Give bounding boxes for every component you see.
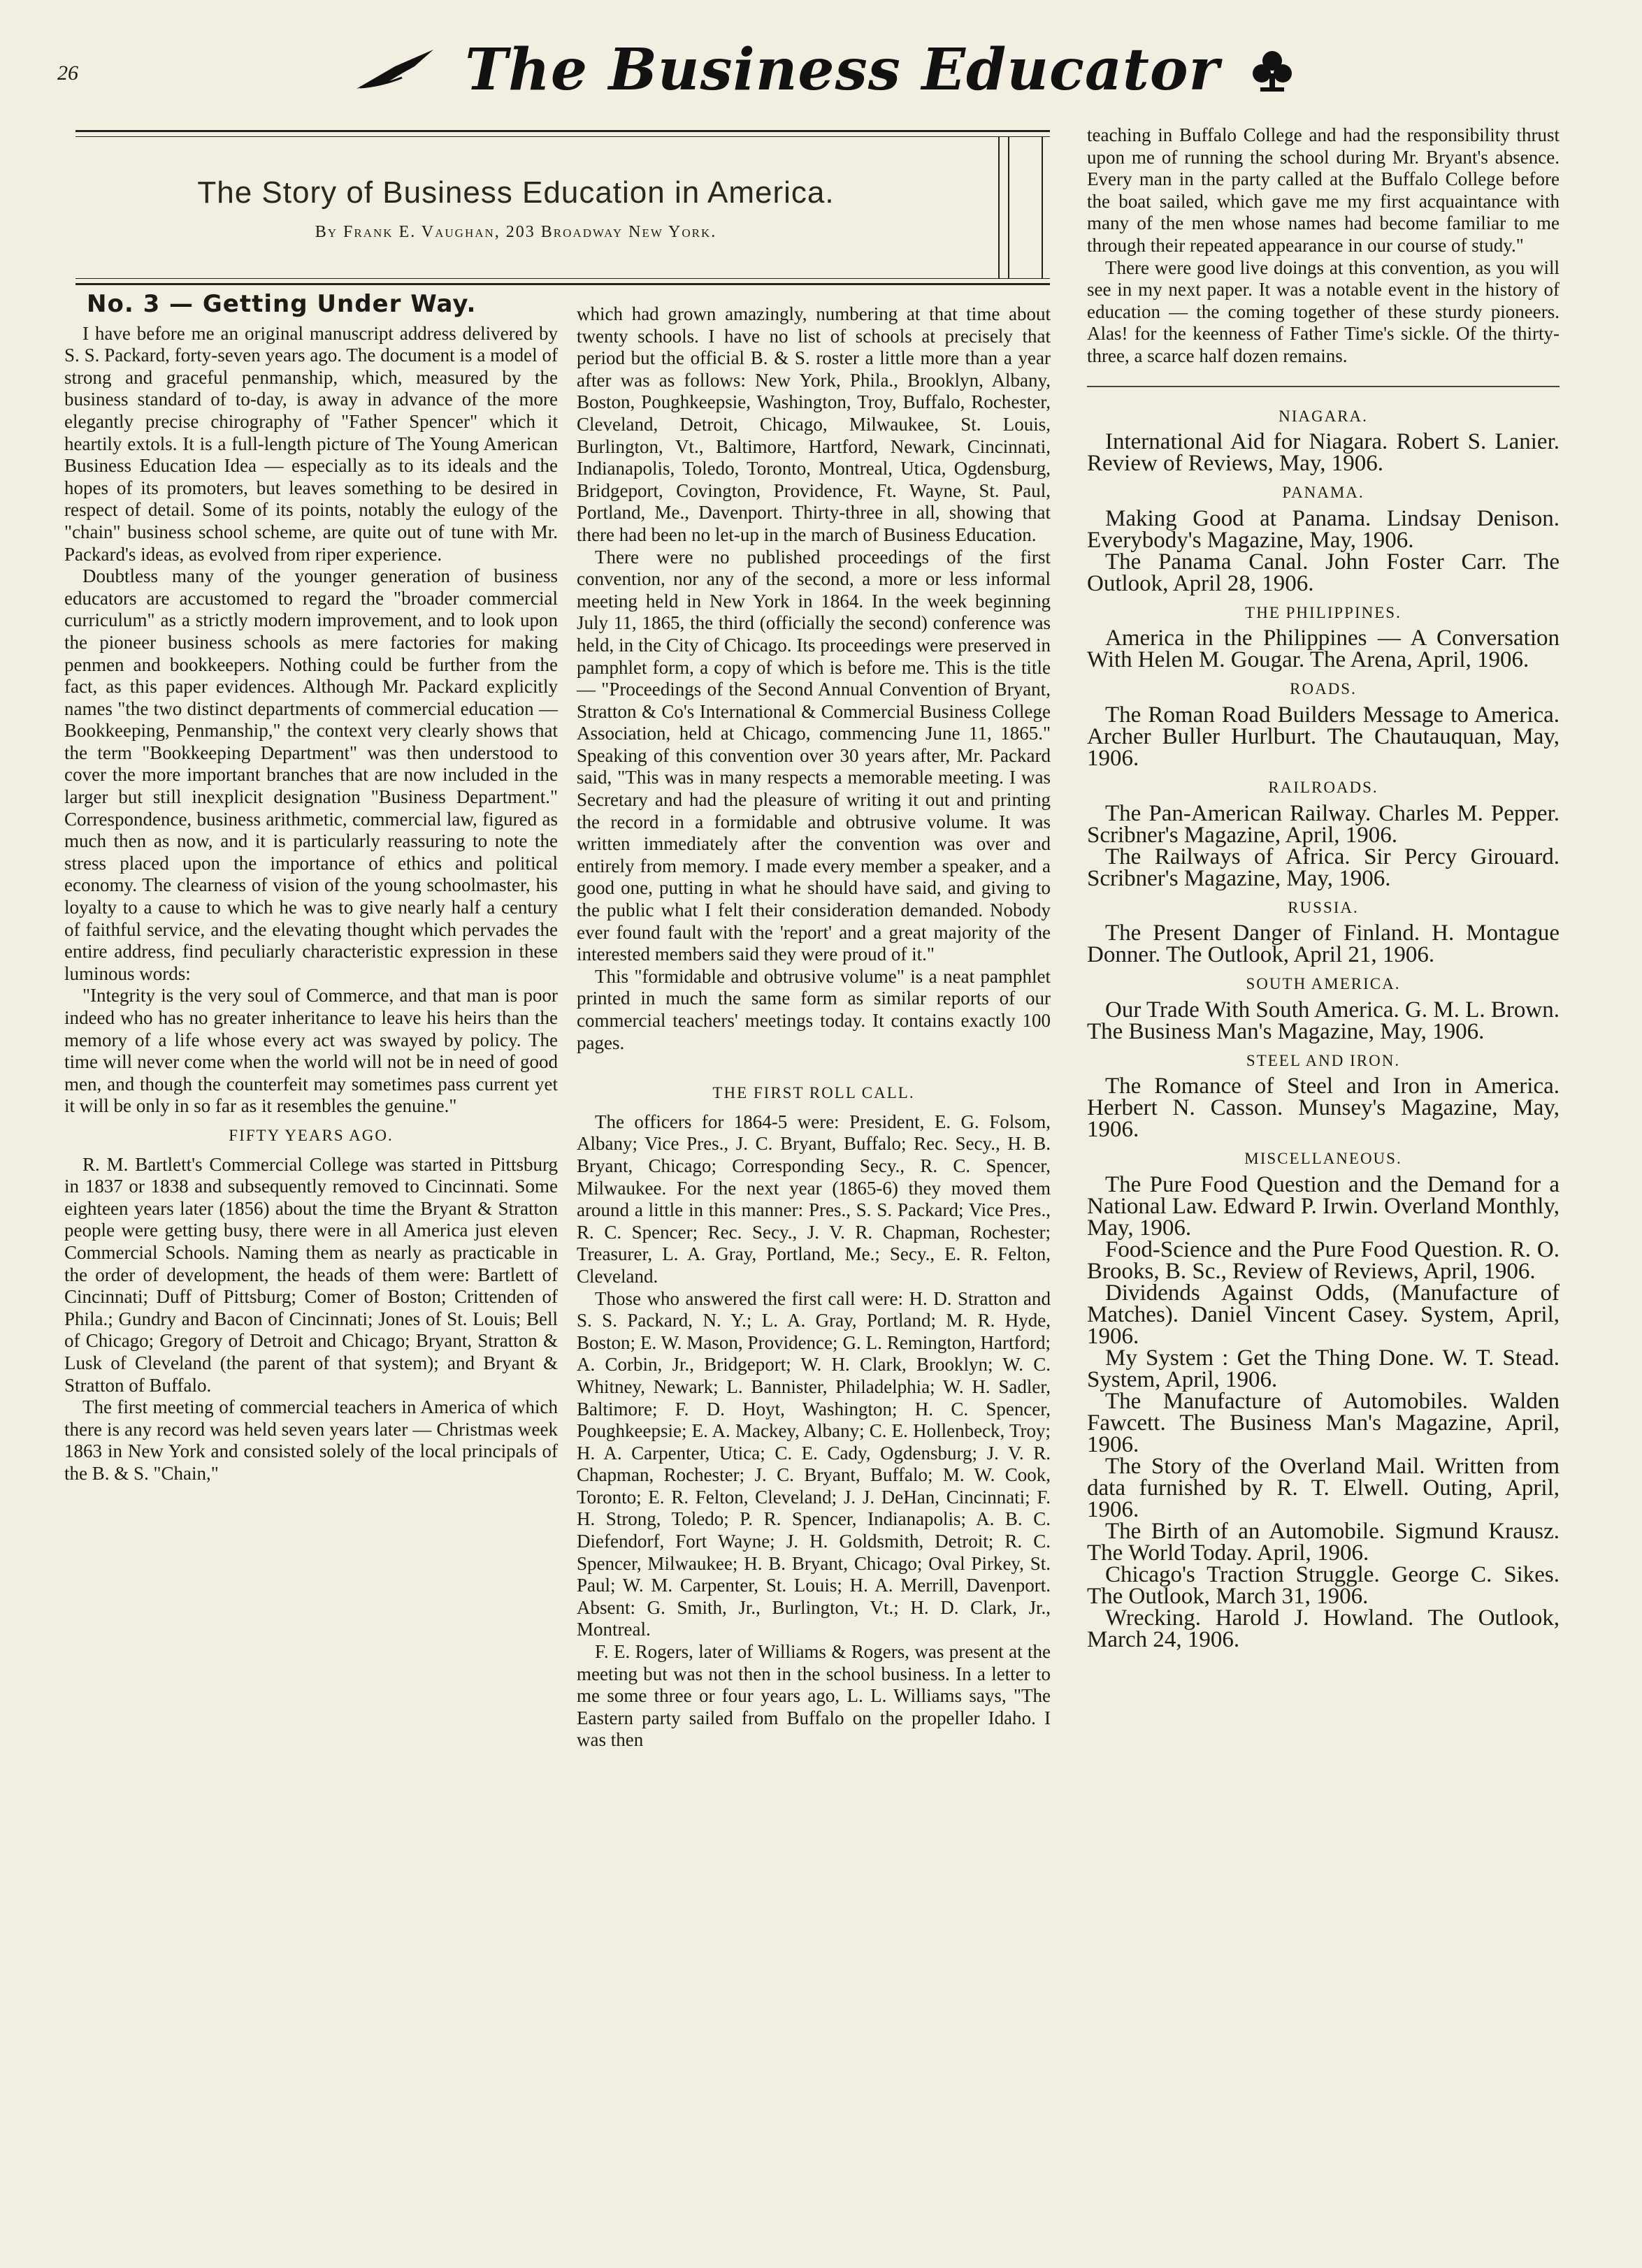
reading-list-item: The Story of the Overland Mail. Written from data furnished by R. T. Elwell. Outing, April, 1906. xyxy=(1087,1453,1560,1522)
reading-list-item: The Romance of Steel and Iron in America. Herbert N. Casson. Munsey's Magazine, May, 1906. xyxy=(1087,1074,1560,1143)
reading-list-item: The Birth of an Automobile. Sigmund Krausz. The World Today. April, 1906. xyxy=(1087,1518,1560,1566)
reading-list-item: The Present Danger of Finland. H. Montague Donner. The Outlook, April 21, 1906. xyxy=(1087,920,1560,968)
paragraph: I have before me an original manuscript address delivered by S. S. Packard, forty-seven years ago. The document is a model of strong and graceful penmanship, which, measured by the business standard of to-day, is away in advance of the more elegantly precise chirography of "Father Spencer" which it heartily extols. It is a full-length picture of The Young American Business Education Idea — especially as to its ideals and the hopes of its promoters, but leaves something to be desired in respect of detail. Some of its points, notably the eulogy of the "chain" business school scheme, are quite out of tune with Mr. Packard's ideas, as evolved from riper experience. xyxy=(64,322,558,565)
reading-list-heading: PANAMA. xyxy=(1282,484,1364,502)
paragraph: There were no published proceedings of the first convention, nor any of the second, a more or less informal meeting held in New York in 1864. In the week beginning July 11, 1865, the third (officially the second) conference was held, in the City of Chicago. Its proceedings were preserved in pamphlet form, a copy of which is before me. This is the title — "Proceedings of the Second Annual Convention of Bryant, Stratton & Co's International & Commercial Business College Association, held at Chicago, commencing June 11, 1865." Speaking of this convention over 30 years after, Mr. Packard said, "This was in many respects a memorable meeting. I was Secretary and had the pleasure of writing it out and printing the record in a formidable and obtrusive volume. It was written immediately after the convention was over and entirely from memory. I made every member a speaker, and a good one, putting in what he should have said, and giving to the public what I felt their consideration demanded. Nobody ever found fault with the 'report' and a great majority of the interested members said they were proud of it." xyxy=(577,546,1051,965)
reading-list-heading: SOUTH AMERICA. xyxy=(1246,975,1401,993)
reading-list-item: The Roman Road Builders Message to America. Archer Buller Hurlburt. The Chautauquan, May, 1906. xyxy=(1087,702,1560,771)
reading-list-item: The Railways of Africa. Sir Percy Girouard. Scribner's Magazine, May, 1906. xyxy=(1087,844,1560,891)
reading-list-heading: RAILROADS. xyxy=(1268,778,1378,796)
reading-list-heading: ROADS. xyxy=(1290,680,1357,698)
reading-list-item: Our Trade With South America. G. M. L. Brown. The Business Man's Magazine, May, 1906. xyxy=(1087,997,1560,1044)
reading-list-item: America in the Philippines — A Conversation With Helen M. Gougar. The Arena, April, 1906. xyxy=(1087,626,1560,673)
paragraph: This "formidable and obtrusive volume" is a neat pamphlet printed in much the same form as similar reports of our commercial teachers' meetings today. It contains exactly 100 pages. xyxy=(577,965,1051,1053)
reading-list-heading: MISCELLANEOUS. xyxy=(1244,1150,1402,1168)
reading-list-item: Food-Science and the Pure Food Question. R. O. Brooks, B. Sc., Review of Reviews, April, 1906. xyxy=(1087,1236,1560,1284)
chapter-heading: No. 3 — Getting Under Way. xyxy=(87,290,477,318)
reading-list-item: The Pan-American Railway. Charles M. Pepper. Scribner's Magazine, April, 1906. xyxy=(1087,800,1560,848)
paragraph: which had grown amazingly, numbering at that time about twenty schools. I have no list of schools at precisely that period but the official B. & S. roster a little more than a year after was as follows: New York, Phila., Brooklyn, Albany, Boston, Poughkeepsie, Washington, Troy, Buffalo, Rochester, Cleveland, Detroit, Chicago, Milwaukee, St. Louis, Burlington, Vt., Baltimore, Hartford, Newark, Cincinnati, Indianapolis, Toledo, Toronto, Montreal, Utica, Ogdensburg, Bridgeport, Covington, Providence, Ft. Wayne, St. Paul, Portland, Me., Davenport. Thirty-three in all, showing that there had been no let-up in the march of Business Education. xyxy=(577,303,1051,545)
section-heading: FIFTY YEARS AGO. xyxy=(229,1126,394,1144)
paragraph: F. E. Rogers, later of Williams & Rogers, was present at the meeting but was not then in the school business. In a letter to me some three or four years ago, L. L. Williams says, "The Eastern party sailed from Buffalo on the propeller Idaho. I was then xyxy=(577,1641,1051,1751)
reading-list-item: Dividends Against Odds, (Manufacture of Matches). Daniel Vincent Casey. System, April, 1906. xyxy=(1087,1280,1560,1349)
quill-icon xyxy=(353,45,437,94)
reading-list-heading: RUSSIA. xyxy=(1288,898,1359,916)
quotation: "Integrity is the very soul of Commerce, and that man is poor indeed who has no greater inheritance to leave his heirs than the memory of a life whose every act was swayed by policy. The time will never come when the world will not be in need of good men, and though the counterfeit may sometimes pass current yet it will be only in so far as it resembles the genuine." xyxy=(64,985,558,1117)
column-2 xyxy=(577,303,1051,1751)
reading-list-heading: NIAGARA. xyxy=(1279,407,1368,425)
divider xyxy=(1087,386,1560,387)
paragraph: teaching in Buffalo College and had the responsibility thrust upon me of running the school during Mr. Bryant's absence. Every man in the party called at the Buffalo College before the boat sailed, which gave me my first acquaintance with many of the men whose names had become familiar to me through their repeated appearance in our course of study." xyxy=(1087,124,1560,256)
reading-list-item: Chicago's Traction Struggle. George C. Sikes. The Outlook, March 31, 1906. xyxy=(1087,1561,1560,1609)
reading-list-item: Wrecking. Harold J. Howland. The Outlook, March 24, 1906. xyxy=(1087,1605,1560,1652)
reading-list-item: The Pure Food Question and the Demand for a National Law. Edward P. Irwin. Overland Monthly, May, 1906. xyxy=(1087,1171,1560,1241)
section-heading: THE FIRST ROLL CALL. xyxy=(712,1084,915,1102)
reading-list-heading: STEEL AND IRON. xyxy=(1246,1051,1401,1069)
masthead xyxy=(350,28,1300,112)
ornament-icon xyxy=(1248,45,1297,94)
reading-list-item: Making Good at Panama. Lindsay Denison. Everybody's Magazine, May, 1906. xyxy=(1087,505,1560,553)
column-1 xyxy=(64,290,558,1485)
page-number: 26 xyxy=(57,62,78,85)
paragraph: The officers for 1864-5 were: President, E. G. Folsom, Albany; Vice Pres., J. C. Bryant, Buffalo; Rec. Secy., H. B. Bryant, Chicago; Corresponding Secy., R. C. Spencer, Milwaukee. For the next year (1865-6) they moved them around a little in this manner: Pres., S. S. Packard; Vice Pres., R. C. Spencer; Rec. Secy., J. V. R. Chapman, Rochester; Treasurer, L. A. Gray, Portland, Me.; Secy., E. R. Felton, Cleveland. xyxy=(577,1111,1051,1287)
article-byline: By Frank E. Vaughan, 203 Broadway New York. xyxy=(315,223,717,241)
article-title-box xyxy=(75,130,1050,285)
paragraph: The first meeting of commercial teachers in America of which there is any record was held seven years later — Christmas week 1863 in New York and consisted solely of the local principals of the B. & S. "Chain," xyxy=(64,1396,558,1484)
paragraph: Doubtless many of the younger generation of business educators are accustomed to regard the "broader commercial curriculum" as a strictly modern improvement, and to look upon the pioneer business schools as mere factories for making penmen and bookkeepers. Nothing could be further from the fact, as this paper evidences. Although Mr. Packard explicitly names "the two distinct departments of commercial education — Bookkeeping, Penmanship," the context very clearly shows that the term "Bookkeeping Department" was then understood to cover the more important branches that are now included in the larger but still inexplicit designation "Business Department." Correspondence, business arithmetic, commercial law, figured as much then as now, and it is particularly reassuring to note the stress placed upon the importance of ethics and political economy. The clearness of vision of the young schoolmaster, his loyalty to a cause to which he was to give nearly half a century of faithful service, and the elevating thought which pervades the entire address, find peculiarly characteristic expression in these luminous words: xyxy=(64,565,558,984)
paragraph: R. M. Bartlett's Commercial College was started in Pittsburg in 1837 or 1838 and subsequently removed to Cincinnati. Some eighteen years later (1856) about the time the Bryant & Stratton people were getting busy, there were in all America just eleven Commercial Schools. Naming them as nearly as practicable in the order of development, the heads of them were: Bartlett of Cincinnati; Duff of Pittsburg; Comer of Boston; Crittenden of Phila.; Gundry and Bacon of Cincinnati; Jones of St. Louis; Bell of Chicago; Gregory of Detroit and Chicago; Bryant, Stratton & Lusk of Cleveland (the parent of that system); and Bryant & Stratton of Buffalo. xyxy=(64,1153,558,1396)
reading-list-heading: THE PHILIPPINES. xyxy=(1245,603,1402,621)
masthead-title: The Business Educator xyxy=(465,36,1220,103)
reading-list-item: International Aid for Niagara. Robert S. Lanier. Review of Reviews, May, 1906. xyxy=(1087,429,1560,477)
reading-list-item: The Manufacture of Automobiles. Walden Fawcett. The Business Man's Magazine, April, 1906. xyxy=(1087,1388,1560,1457)
paragraph: There were good live doings at this convention, as you will see in my next paper. It was a notable event in the history of education — the coming together of these sturdy pioneers. Alas! for the keenness of Father Time's sickle. Of the thirty-three, a scarce half dozen remains. xyxy=(1087,257,1560,366)
article-title: The Story of Business Education in America. xyxy=(197,175,835,210)
column-3 xyxy=(1087,124,1560,1651)
reading-list-item: The Panama Canal. John Foster Carr. The Outlook, April 28, 1906. xyxy=(1087,549,1560,596)
paragraph: Those who answered the first call were: H. D. Stratton and S. S. Packard, N. Y.; L. A. Gray, Portland; M. R. Hyde, Boston; E. W. Mason, Providence; G. L. Remington, Hartford; A. Corbin, Jr., Bridgeport; W. H. Clark, Brooklyn; W. C. Whitney, Newark; L. Bannister, Philadelphia; W. H. Sadler, Baltimore; F. D. Hoyt, Washington; H. C. Spencer, Poughkeepsie; E. A. Mackey, Albany; C. E. Hollenbeck, Troy; H. A. Carpenter, Utica; C. E. Cady, Ogdensburg; J. V. R. Chapman, Rochester; J. C. Bryant, Buffalo; M. W. Cook, Toronto; E. R. Felton, Cleveland; J. J. DeHan, Cincinnati; F. H. Strong, Toledo; P. R. Spencer, Indianapolis; A. B. C. Diefendorf, Fort Wayne; J. H. Goldsmith, Detroit; R. C. Spencer, Milwaukee; H. B. Bryant, Chicago; Oval Pirkey, St. Paul; W. M. Carpenter, St. Louis; H. A. Merrill, Davenport. Absent: G. Smith, Jr., Burlington, Vt.; H. D. Clark, Jr., Montreal. xyxy=(577,1287,1051,1640)
reading-list-item: My System : Get the Thing Done. W. T. Stead. System, April, 1906. xyxy=(1087,1345,1560,1392)
reading-list xyxy=(1087,405,1560,1651)
